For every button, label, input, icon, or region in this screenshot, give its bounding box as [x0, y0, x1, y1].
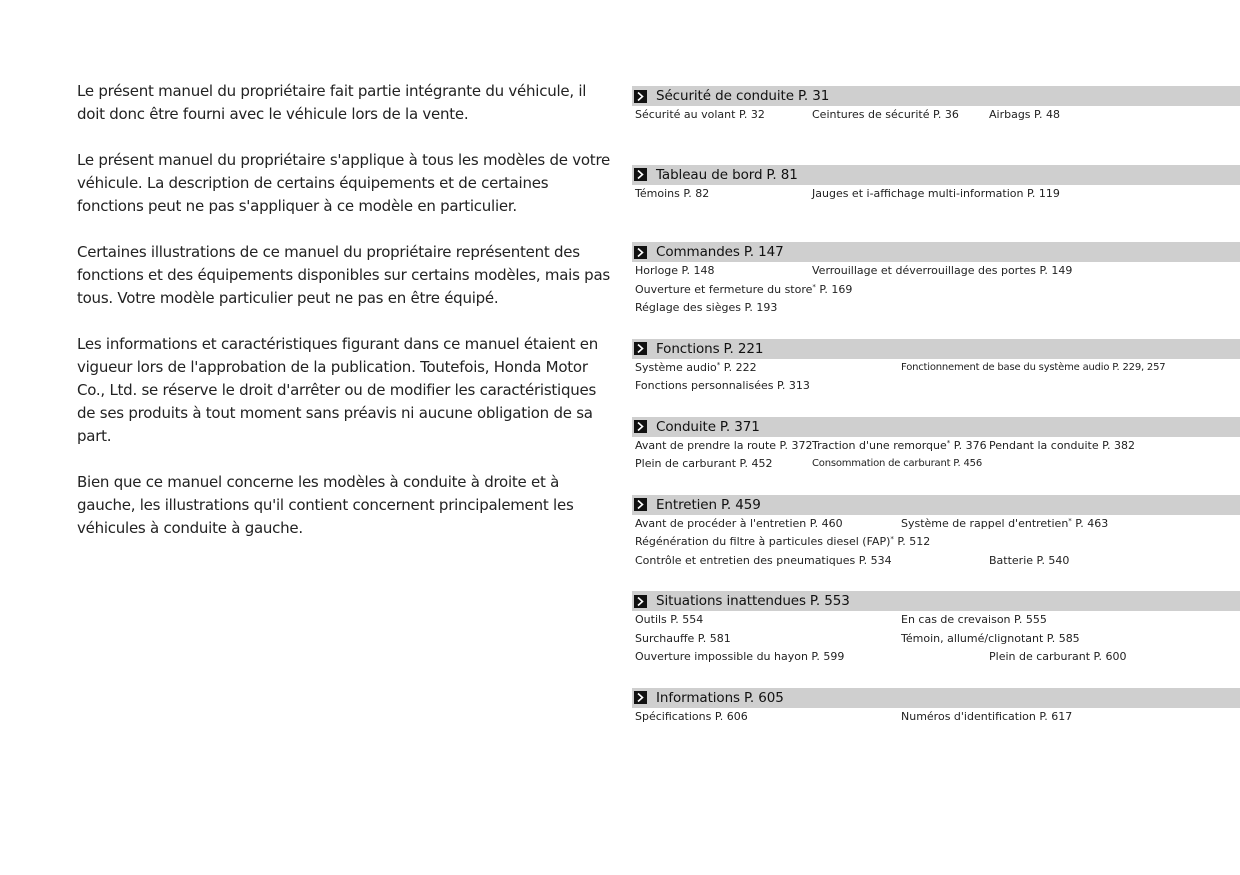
- toc-section: [632, 591, 1240, 667]
- toc-link-text: Numéros d'identification P. 617: [901, 709, 1073, 723]
- toc-link[interactable]: [812, 185, 1060, 204]
- toc-section-title: Conduite: [656, 418, 716, 435]
- toc-link[interactable]: [812, 437, 987, 456]
- table-of-contents: [632, 86, 1240, 726]
- toc-section-title: Entretien: [656, 496, 717, 513]
- toc-link[interactable]: [989, 552, 1069, 571]
- toc-line: [632, 708, 1240, 727]
- toc-link[interactable]: [635, 533, 930, 552]
- toc-link[interactable]: [635, 185, 709, 204]
- toc-link-text: Sécurité au volant P. 32: [635, 108, 765, 121]
- toc-link-text: Ceintures de sécurité P. 36: [812, 108, 959, 121]
- toc-section: [632, 165, 1240, 204]
- toc-link[interactable]: [635, 552, 892, 571]
- toc-section: [632, 86, 1240, 125]
- toc-link[interactable]: [812, 106, 959, 125]
- toc-link[interactable]: [635, 515, 843, 534]
- toc-link-text: Témoins P. 82: [635, 186, 710, 200]
- toc-line: [632, 455, 1240, 474]
- toc-link[interactable]: [635, 437, 812, 456]
- toc-section-header[interactable]: [632, 417, 1240, 437]
- toc-link-text: Avant de prendre la route P. 372: [635, 438, 813, 452]
- toc-line: [632, 648, 1240, 667]
- toc-link-page: P. 169: [815, 282, 853, 296]
- intro-paragraph: Le présent manuel du propriétaire s'applique à tous les modèles de votre véhicule. La description de certains équipements et de certaines fonctions peut ne pas s'appliquer à ce modèle en particulier.: [77, 151, 611, 215]
- toc-line: [632, 359, 1240, 378]
- toc-line: [632, 630, 1240, 649]
- toc-link[interactable]: [635, 611, 703, 630]
- toc-link-text: Pendant la conduite P. 382: [989, 438, 1136, 452]
- toc-link[interactable]: [989, 437, 1135, 456]
- asterisk-note: *: [716, 360, 721, 369]
- toc-line: [632, 437, 1240, 456]
- toc-link-text: Horloge P. 148: [635, 264, 715, 277]
- toc-link[interactable]: [812, 455, 982, 474]
- toc-line: [632, 533, 1240, 552]
- intro-paragraph: Certaines illustrations de ce manuel du propriétaire représentent des fonctions et des équipements disponibles sur certains modèles, mais pas tous. Votre modèle particulier peut ne pas en être équipé.: [77, 243, 610, 307]
- toc-section: [632, 339, 1240, 396]
- arrow-right-icon: [634, 691, 647, 704]
- toc-link[interactable]: [635, 281, 852, 300]
- toc-section-title: Informations: [656, 689, 740, 706]
- toc-link-text: Surchauffe P. 581: [635, 631, 731, 645]
- toc-link-text: Ouverture et fermeture du store: [635, 282, 813, 296]
- intro-paragraph: Le présent manuel du propriétaire fait partie intégrante du véhicule, il doit donc être fourni avec le véhicule lors de la vente.: [77, 82, 587, 123]
- toc-link-text: Système de rappel d'entretien: [901, 516, 1069, 530]
- toc-link-text: Plein de carburant P. 452: [635, 457, 773, 470]
- toc-line: [632, 611, 1240, 630]
- arrow-right-icon: [634, 420, 647, 433]
- toc-link-text: Jauges et i-affichage multi-information P. 119: [812, 186, 1060, 200]
- arrow-right-icon: [634, 498, 647, 511]
- toc-link[interactable]: [812, 262, 1072, 281]
- arrow-right-icon: [634, 595, 647, 608]
- intro-paragraph: Les informations et caractéristiques figurant dans ce manuel étaient en vigueur lors de l'approbation de la publication. Toutefois, Honda Motor Co., Ltd. se réserve le droit d'arrêter ou de modifier les caractéristiques de ses produits à tout moment sans préavis ni aucune obligation de sa part.: [77, 335, 598, 445]
- toc-link-text: Système audio: [635, 360, 717, 374]
- asterisk-note: *: [890, 535, 894, 543]
- toc-section-page: P. 605: [743, 689, 784, 706]
- toc-section-title: Fonctions: [656, 340, 720, 357]
- toc-link[interactable]: [635, 262, 714, 281]
- toc-section-page: P. 553: [809, 593, 850, 609]
- toc-link-page: P. 222: [720, 360, 757, 374]
- toc-section-header[interactable]: [632, 86, 1240, 106]
- arrow-right-icon: [634, 342, 647, 355]
- toc-link[interactable]: [901, 515, 1108, 534]
- toc-section-header[interactable]: [632, 339, 1240, 359]
- toc-section-title: Situations inattendues: [656, 593, 806, 609]
- toc-section-header[interactable]: [632, 495, 1240, 515]
- toc-link[interactable]: [635, 106, 765, 125]
- toc-line: [632, 262, 1240, 281]
- toc-link[interactable]: [901, 359, 1165, 378]
- toc-link-text: Plein de carburant P. 600: [989, 650, 1127, 663]
- toc-section: [632, 417, 1240, 474]
- toc-line: [632, 281, 1240, 300]
- toc-link-page: P. 512: [893, 535, 931, 548]
- toc-section-page: P. 221: [723, 340, 764, 357]
- toc-line: [632, 552, 1240, 571]
- asterisk-note: *: [812, 282, 816, 291]
- toc-link[interactable]: [635, 648, 844, 667]
- toc-link-text: Contrôle et entretien des pneumatiques P. 534: [635, 553, 892, 567]
- toc-link-text: Réglage des sièges P. 193: [635, 301, 778, 314]
- intro-text: [77, 80, 615, 563]
- toc-link-text: Traction d'une remorque: [812, 438, 947, 452]
- toc-link[interactable]: [635, 455, 772, 474]
- toc-section: [632, 688, 1240, 727]
- toc-link-text: Consommation de carburant P. 456: [812, 458, 983, 469]
- toc-link[interactable]: [635, 359, 757, 378]
- toc-link[interactable]: [901, 611, 1047, 630]
- toc-section-page: P. 81: [766, 166, 798, 183]
- toc-link-page: P. 463: [1071, 516, 1109, 530]
- intro-paragraph: Bien que ce manuel concerne les modèles à conduite à droite et à gauche, les illustrations qu'il contient concernent principalement les véhicules à conduite à gauche.: [77, 473, 574, 537]
- toc-line: [632, 377, 1240, 396]
- toc-link-text: Témoin, allumé/clignotant P. 585: [901, 631, 1080, 645]
- asterisk-note: *: [1068, 516, 1072, 525]
- arrow-right-icon: [634, 90, 647, 103]
- toc-link-text: Spécifications P. 606: [635, 709, 748, 723]
- toc-link-text: Avant de procéder à l'entretien P. 460: [635, 516, 843, 530]
- toc-section: [632, 242, 1240, 318]
- toc-link[interactable]: [901, 708, 1072, 727]
- toc-section-header[interactable]: [632, 165, 1240, 185]
- toc-section-header[interactable]: [632, 591, 1240, 611]
- toc-line: [632, 515, 1240, 534]
- toc-link[interactable]: [635, 377, 810, 396]
- toc-section-title: Sécurité de conduite: [656, 88, 794, 104]
- toc-link-text: Batterie P. 540: [989, 553, 1070, 567]
- toc-link-text: Ouverture impossible du hayon P. 599: [635, 650, 845, 663]
- toc-section-page: P. 31: [797, 88, 830, 104]
- toc-link-text: Outils P. 554: [635, 613, 704, 626]
- arrow-right-icon: [634, 246, 647, 259]
- toc-section-page: P. 147: [743, 244, 784, 260]
- toc-link[interactable]: [635, 299, 777, 318]
- toc-link-text: En cas de crevaison P. 555: [901, 613, 1047, 626]
- toc-section: [632, 495, 1240, 571]
- toc-link[interactable]: [989, 648, 1126, 667]
- toc-section-page: P. 371: [719, 418, 760, 435]
- toc-section-page: P. 459: [720, 496, 761, 513]
- toc-link-text: Fonctions personnalisées P. 313: [635, 379, 810, 392]
- toc-link-page: P. 376: [950, 438, 987, 452]
- toc-line: [632, 299, 1240, 318]
- toc-link-text: Régénération du filtre à particules diesel (FAP): [635, 535, 891, 548]
- toc-link[interactable]: [635, 708, 748, 727]
- asterisk-note: *: [946, 438, 951, 447]
- arrow-right-icon: [634, 168, 647, 181]
- toc-line: [632, 106, 1240, 125]
- toc-link[interactable]: [989, 106, 1060, 125]
- toc-link[interactable]: [901, 630, 1080, 649]
- toc-link[interactable]: [635, 630, 731, 649]
- toc-line: [632, 185, 1240, 204]
- toc-section-title: Commandes: [656, 244, 740, 260]
- toc-link-text: Airbags P. 48: [989, 108, 1060, 121]
- toc-section-title: Tableau de bord: [656, 166, 763, 183]
- toc-link-text: Fonctionnement de base du système audio P. 229, 257: [901, 361, 1166, 373]
- toc-section-header[interactable]: [632, 242, 1240, 262]
- toc-link-text: Verrouillage et déverrouillage des portes P. 149: [812, 264, 1073, 277]
- toc-section-header[interactable]: [632, 688, 1240, 708]
